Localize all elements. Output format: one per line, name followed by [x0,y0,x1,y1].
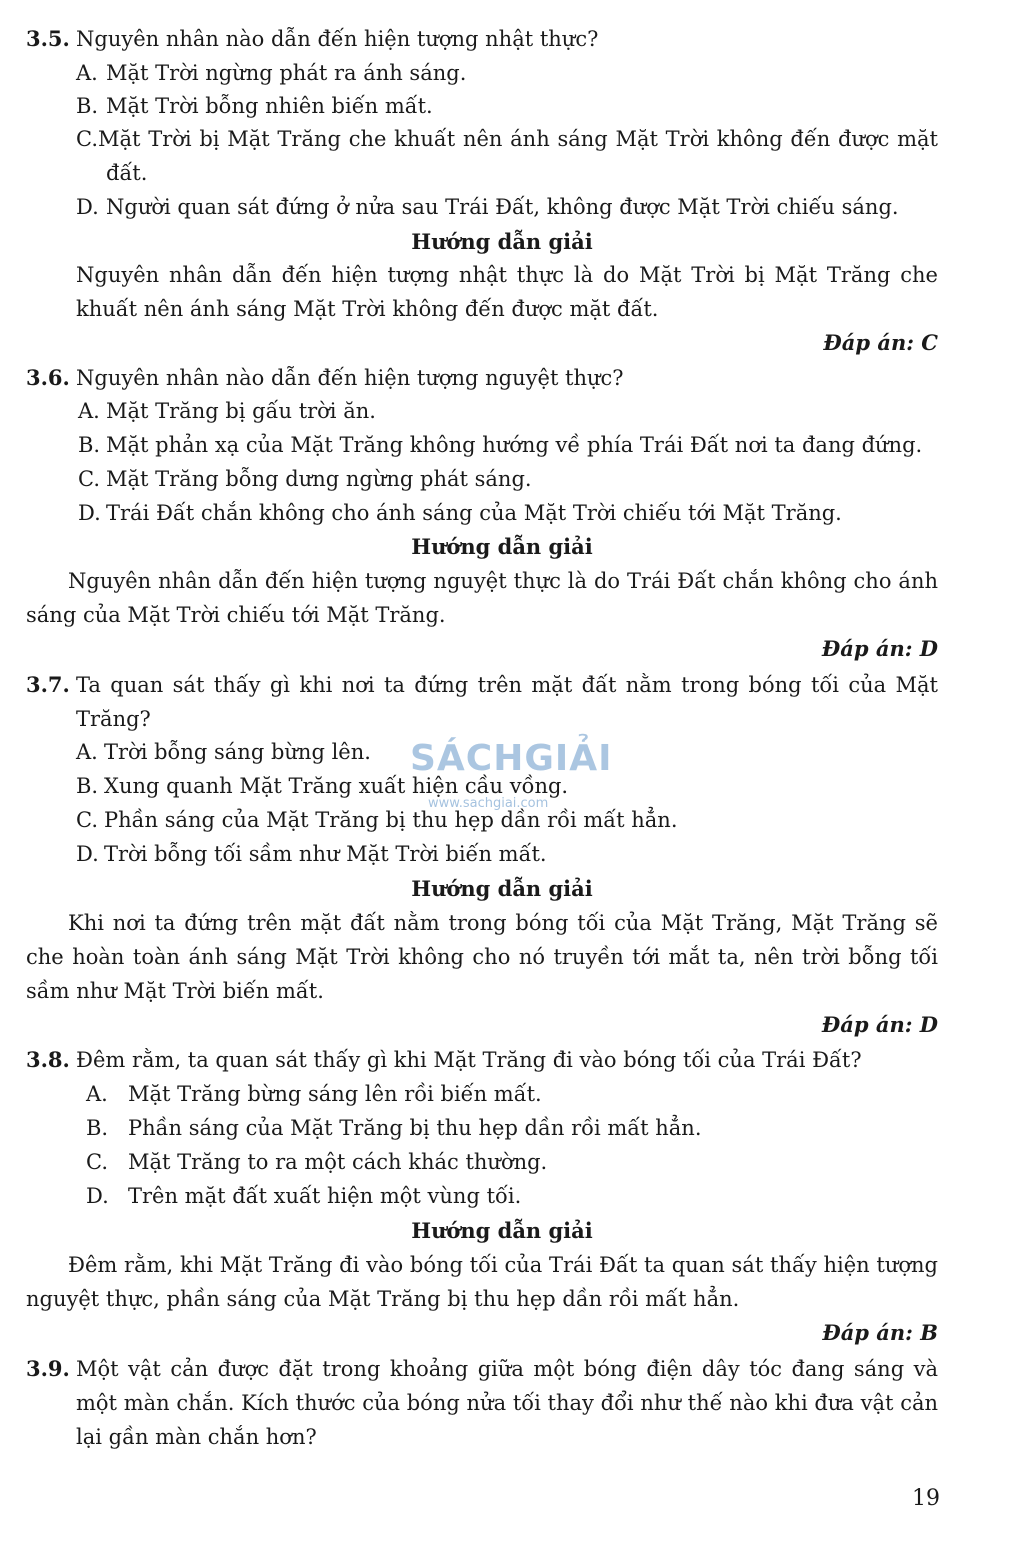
option-label: A. [86,1082,108,1106]
option-c [86,1145,547,1179]
option-label: A. [76,740,98,764]
answer: Đáp án: D [821,636,938,661]
answer: Đáp án: D [821,1012,938,1037]
option-label: C. [86,1150,108,1174]
guide-heading: Hướng dẫn giải [411,229,593,254]
option-label: B. [86,1116,109,1140]
question-text: Nguyên nhân nào dẫn đến hiện tượng nhật thực? [76,27,599,51]
option-text: Mặt Trời ngừng phát ra ánh sáng. [106,61,467,85]
option-d [86,1179,521,1213]
guide-heading: Hướng dẫn giải [411,1218,593,1243]
option-b [86,1111,702,1145]
option-a [78,394,376,428]
question-number: 3.7. [26,672,70,697]
option-label: D. [78,501,101,525]
option-text: Mặt Trăng to ra một cách khác thường. [128,1150,548,1174]
watermark-brand: SÁCHGIẢI [410,738,613,779]
option-label: B. [78,433,101,457]
option-d [78,496,842,530]
question-text: Ta quan sát thấy gì khi nơi ta đứng trên mặt đất nằm trong bóng tối của Mặt Trăng? [76,673,938,731]
option-text: Phần sáng của Mặt Trăng bị thu hẹp dần rồi mất hẳn. [128,1116,702,1140]
option-text: Phần sáng của Mặt Trăng bị thu hẹp dần rồi mất hẳn. [104,808,678,832]
option-text: Trái Đất chắn không cho ánh sáng của Mặt Trời chiếu tới Mặt Trăng. [106,501,842,525]
option-label: A. [78,399,100,423]
answer: Đáp án: C [823,330,938,355]
option-text: Mặt Trời bị Mặt Trăng che khuất nên ánh sáng Mặt Trời không đến được mặt đất. [98,127,938,185]
option-d [76,837,547,871]
option-b [76,89,433,123]
option-d [76,190,899,224]
explanation: Khi nơi ta đứng trên mặt đất nằm trong bóng tối của Mặt Trăng, Mặt Trăng sẽ che hoàn toàn ánh sáng Mặt Trời không cho nó truyền tới mắt ta, nên trời bỗng tối sầm như Mặt Trời biến mất. [26,911,938,1003]
option-text: Trên mặt đất xuất hiện một vùng tối. [128,1184,522,1208]
guide-heading: Hướng dẫn giải [411,876,593,901]
option-text: Người quan sát đứng ở nửa sau Trái Đất, không được Mặt Trời chiếu sáng. [106,195,899,219]
option-text: Mặt Trăng bừng sáng lên rồi biến mất. [128,1082,542,1106]
option-label: C. [78,467,100,491]
watermark [410,722,620,818]
option-label: D. [76,195,99,219]
option-text: Mặt phản xạ của Mặt Trăng không hướng về phía Trái Đất nơi ta đang đứng. [106,433,923,457]
question-text: Nguyên nhân nào dẫn đến hiện tượng nguyệt thực? [76,366,624,390]
option-b [78,428,922,462]
option-c [78,462,532,496]
explanation: Nguyên nhân dẫn đến hiện tượng nhật thực là do Mặt Trời bị Mặt Trăng che khuất nên ánh sáng Mặt Trời không đến được mặt đất. [76,263,938,321]
option-text: Mặt Trời bỗng nhiên biến mất. [106,94,433,118]
option-text: Trời bỗng tối sầm như Mặt Trời biến mất. [104,842,547,866]
guide-heading: Hướng dẫn giải [411,534,593,559]
option-label: D. [86,1184,109,1208]
option-text: Trời bỗng sáng bừng lên. [104,740,371,764]
question-number: 3.6. [26,365,70,390]
option-label: C. [76,127,98,151]
question-text: Đêm rằm, ta quan sát thấy gì khi Mặt Trăng đi vào bóng tối của Trái Đất? [76,1048,862,1072]
option-label: C. [76,808,98,832]
watermark-url: www.sachgiai.com [428,796,549,811]
question-text: Một vật cản được đặt trong khoảng giữa một bóng điện dây tóc đang sáng và một màn chắn. Kích thước của bóng nửa tối thay đổi như thế nào khi đưa vật cản lại gần màn chắn hơn? [76,1357,938,1449]
question-number: 3.5. [26,26,70,51]
option-a [76,735,371,769]
option-text: Xung quanh Mặt Trăng xuất hiện cầu vồng. [104,774,569,798]
option-a [76,56,466,90]
answer: Đáp án: B [822,1320,938,1345]
option-label: D. [76,842,99,866]
option-label: A. [76,61,98,85]
option-label: B. [76,94,99,118]
question-number: 3.8. [26,1047,70,1072]
option-text: Mặt Trăng bỗng dưng ngừng phát sáng. [106,467,532,491]
explanation: Đêm rằm, khi Mặt Trăng đi vào bóng tối của Trái Đất ta quan sát thấy hiện tượng nguyệt thực, phần sáng của Mặt Trăng bị thu hẹp dần rồi mất hẳn. [26,1253,938,1311]
page-number: 19 [912,1486,940,1511]
option-c [76,122,938,190]
question-number: 3.9. [26,1356,70,1381]
option-text: Mặt Trăng bị gấu trời ăn. [106,399,376,423]
option-label: B. [76,774,99,798]
option-a [86,1077,542,1111]
explanation: Nguyên nhân dẫn đến hiện tượng nguyệt thực là do Trái Đất chắn không cho ánh sáng của Mặt Trời chiếu tới Mặt Trăng. [26,569,938,627]
